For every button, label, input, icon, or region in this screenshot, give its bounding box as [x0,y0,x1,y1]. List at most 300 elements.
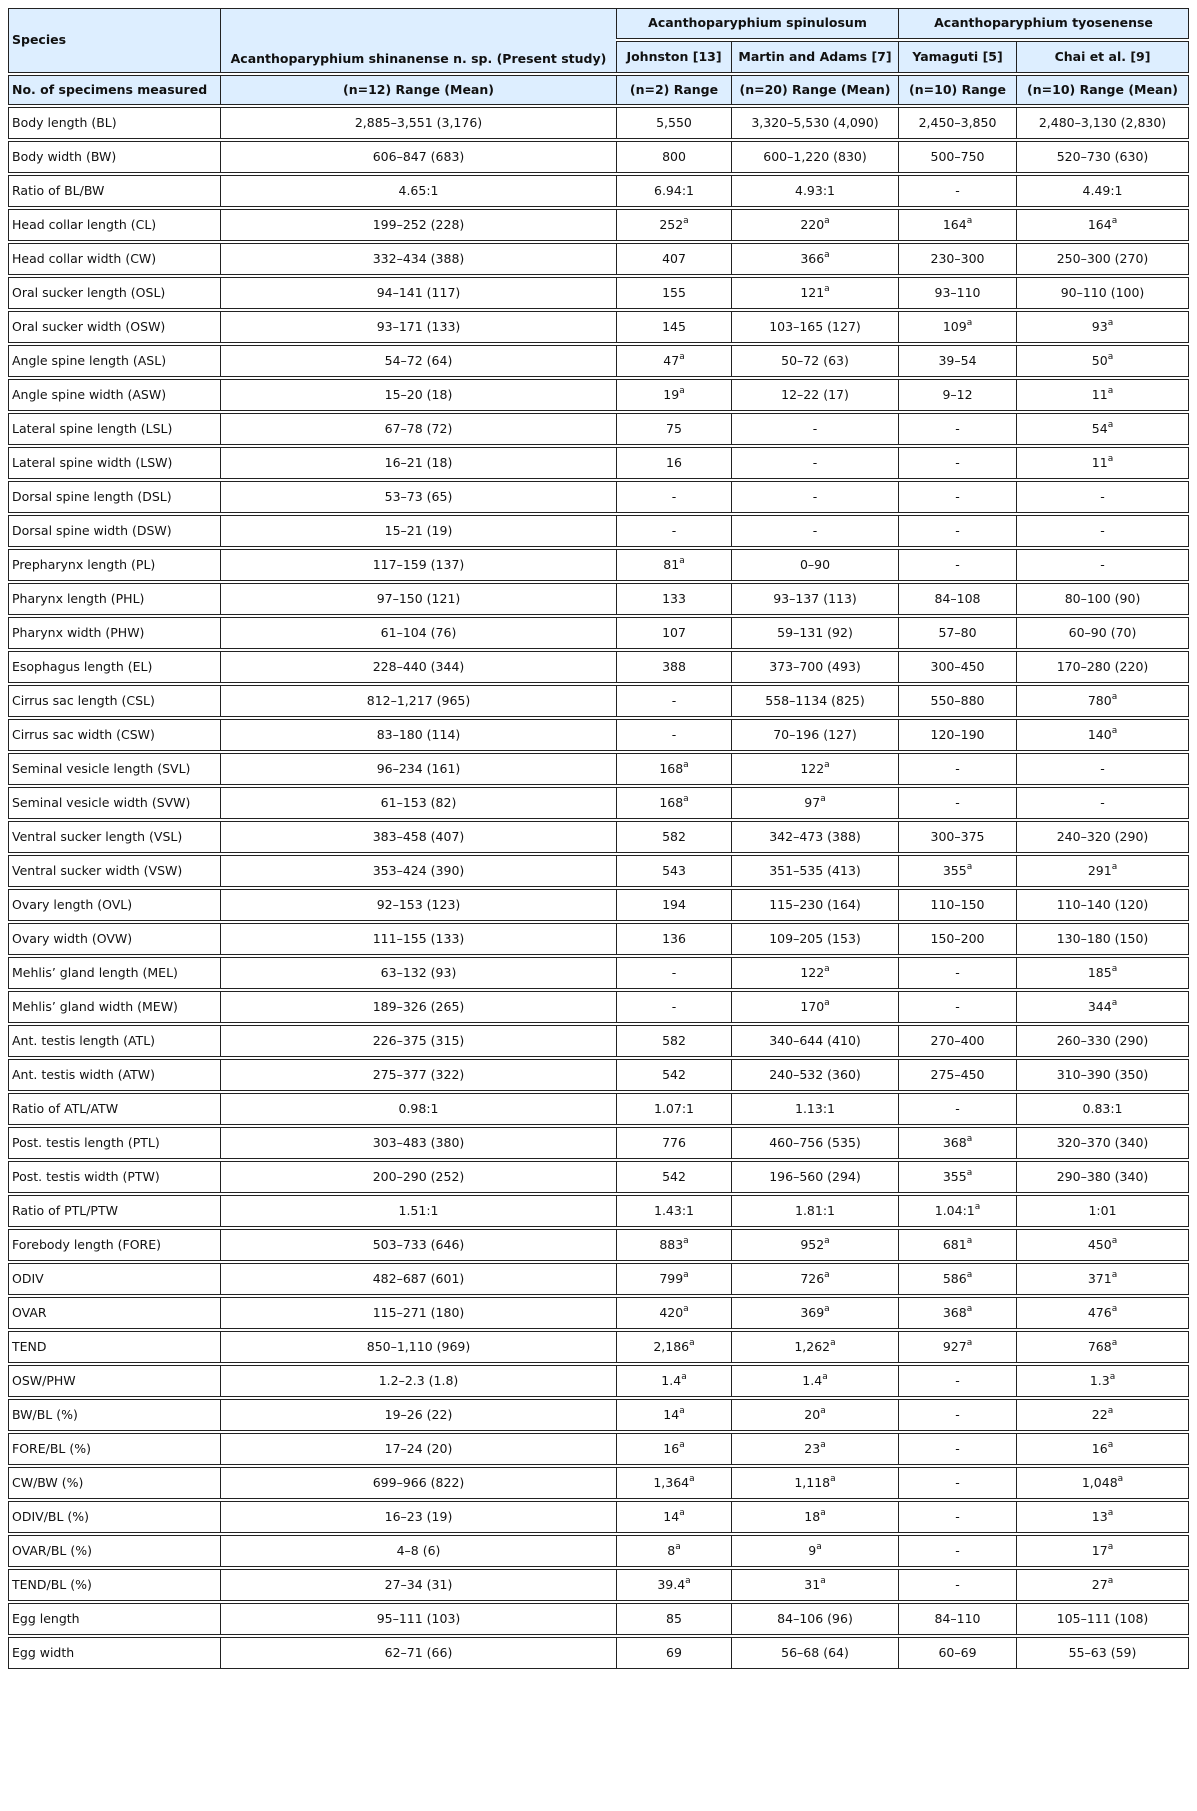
value-cell-martin-adams: 115–230 (164) [732,888,899,922]
parameter-label: Lateral spine width (LSW) [9,446,221,480]
parameter-label: Body width (BW) [9,140,221,174]
value-cell-present-study: 699–966 (822) [221,1466,617,1500]
value-cell-yamaguti: - [899,1092,1017,1126]
parameter-label: TEND/BL (%) [9,1568,221,1602]
value-cell-present-study: 63–132 (93) [221,956,617,990]
value-cell-johnston: 543 [617,854,732,888]
present-study-header: Acanthoparyphium shinanense n. sp. (Present study) [221,9,617,75]
value-cell-johnston: 136 [617,922,732,956]
value-cell-johnston: 582 [617,1024,732,1058]
value-cell-johnston: 168$^a$ [617,752,732,786]
value-cell-present-study: 117–159 (137) [221,548,617,582]
value-cell-present-study: 54–72 (64) [221,344,617,378]
source-header-yamaguti: Yamaguti [5] [899,40,1017,74]
value-cell-chai: 520–730 (630) [1017,140,1189,174]
value-cell-chai: 1:01 [1017,1194,1189,1228]
value-cell-yamaguti: - [899,412,1017,446]
specimen-count-label: No. of specimens measured [9,74,221,106]
value-cell-present-study: 199–252 (228) [221,208,617,242]
value-cell-present-study: 67–78 (72) [221,412,617,446]
value-cell-chai: 0.83:1 [1017,1092,1189,1126]
measurement-table-container [8,8,1188,1669]
parameter-label: Ant. testis width (ATW) [9,1058,221,1092]
value-cell-chai: 105–111 (108) [1017,1602,1189,1636]
footnote-mark: a [1111,725,1118,736]
parameter-label: Ventral sucker length (VSL) [9,820,221,854]
value-cell-martin-adams: 240–532 (360) [732,1058,899,1092]
parameter-label: OVAR [9,1296,221,1330]
value-cell-chai: 768$^a$ [1017,1330,1189,1364]
footnote-mark: a [679,1507,685,1518]
value-cell-johnston: - [617,684,732,718]
footnote-mark: a [679,351,685,362]
footnote-mark: a [679,385,685,396]
footnote-mark: a [1107,351,1114,362]
specimen-count-johnston: (n=2) Range [617,74,732,106]
parameter-label: Forebody length (FORE) [9,1228,221,1262]
footnote-mark: a [820,793,826,804]
value-cell-present-study: 83–180 (114) [221,718,617,752]
species-header: Species [9,9,221,75]
value-cell-chai: 11$^a$ [1017,446,1189,480]
footnote-mark: a [820,1439,826,1450]
value-cell-yamaguti: 57–80 [899,616,1017,650]
table-row [9,480,1189,514]
value-cell-yamaguti: - [899,956,1017,990]
value-cell-martin-adams: 558–1134 (825) [732,684,899,718]
value-cell-yamaguti: 500–750 [899,140,1017,174]
value-cell-present-study: 2,885–3,551 (3,176) [221,106,617,140]
value-cell-chai: 240–320 (290) [1017,820,1189,854]
value-cell-present-study: 228–440 (344) [221,650,617,684]
parameter-label: Cirrus sac length (CSL) [9,684,221,718]
value-cell-johnston: 388 [617,650,732,684]
value-cell-chai: 371$^a$ [1017,1262,1189,1296]
value-cell-yamaguti: - [899,1364,1017,1398]
value-cell-yamaguti: 550–880 [899,684,1017,718]
value-cell-martin-adams: 23$^a$ [732,1432,899,1466]
parameter-label: Head collar length (CL) [9,208,221,242]
value-cell-martin-adams: 373–700 (493) [732,650,899,684]
parameter-label: ODIV [9,1262,221,1296]
footnote-mark: a [1111,997,1118,1008]
value-cell-martin-adams: 31$^a$ [732,1568,899,1602]
value-cell-martin-adams: 59–131 (92) [732,616,899,650]
value-cell-present-study: 17–24 (20) [221,1432,617,1466]
table-row [9,1364,1189,1398]
table-row [9,820,1189,854]
value-cell-martin-adams: 351–535 (413) [732,854,899,888]
parameter-label: Seminal vesicle length (SVL) [9,752,221,786]
value-cell-johnston: 133 [617,582,732,616]
value-cell-yamaguti: - [899,1568,1017,1602]
value-cell-johnston: 145 [617,310,732,344]
parameter-label: Oral sucker length (OSL) [9,276,221,310]
parameter-label: Pharynx length (PHL) [9,582,221,616]
table-row [9,990,1189,1024]
parameter-label: Egg length [9,1602,221,1636]
value-cell-yamaguti: 355$^a$ [899,854,1017,888]
value-cell-present-study: 383–458 (407) [221,820,617,854]
footnote-mark: a [822,1371,828,1382]
value-cell-present-study: 95–111 (103) [221,1602,617,1636]
footnote-mark: a [1107,1575,1114,1586]
table-row [9,1058,1189,1092]
table-row [9,1024,1189,1058]
value-cell-martin-adams: 1,118$^a$ [732,1466,899,1500]
value-cell-yamaguti: 275–450 [899,1058,1017,1092]
value-cell-present-study: 115–271 (180) [221,1296,617,1330]
footnote-mark: a [820,1575,826,1586]
footnote-mark: a [683,759,689,770]
value-cell-present-study: 4.65:1 [221,174,617,208]
footnote-mark: a [1117,1473,1124,1484]
table-row [9,1636,1189,1669]
parameter-label: CW/BW (%) [9,1466,221,1500]
value-cell-johnston: - [617,956,732,990]
footnote-mark: a [1109,1371,1116,1382]
footnote-mark: a [1107,385,1114,396]
footnote-mark: a [1111,963,1118,974]
value-cell-present-study: 15–21 (19) [221,514,617,548]
parameter-label: Post. testis length (PTL) [9,1126,221,1160]
value-cell-present-study: 189–326 (265) [221,990,617,1024]
parameter-label: Ant. testis length (ATL) [9,1024,221,1058]
value-cell-johnston: 155 [617,276,732,310]
value-cell-yamaguti: - [899,1432,1017,1466]
parameter-label: Lateral spine length (LSL) [9,412,221,446]
value-cell-yamaguti: - [899,480,1017,514]
footnote-mark: a [681,1371,687,1382]
value-cell-chai: - [1017,752,1189,786]
value-cell-yamaguti: 270–400 [899,1024,1017,1058]
value-cell-chai: 164$^a$ [1017,208,1189,242]
table-row [9,684,1189,718]
parameter-label: OVAR/BL (%) [9,1534,221,1568]
value-cell-martin-adams: - [732,514,899,548]
footnote-mark: a [1107,419,1114,430]
table-row [9,276,1189,310]
footnote-mark: a [966,861,973,872]
value-cell-yamaguti: - [899,1398,1017,1432]
footnote-mark: a [689,1337,695,1348]
value-cell-yamaguti: 84–108 [899,582,1017,616]
parameter-label: Ratio of PTL/PTW [9,1194,221,1228]
value-cell-martin-adams: 1.81:1 [732,1194,899,1228]
value-cell-martin-adams: 122$^a$ [732,956,899,990]
parameter-label: ODIV/BL (%) [9,1500,221,1534]
value-cell-present-study: 850–1,110 (969) [221,1330,617,1364]
value-cell-martin-adams: 56–68 (64) [732,1636,899,1669]
specimen-count-yamaguti: (n=10) Range [899,74,1017,106]
value-cell-present-study: 27–34 (31) [221,1568,617,1602]
value-cell-chai: 11$^a$ [1017,378,1189,412]
value-cell-johnston: 6.94:1 [617,174,732,208]
footnote-mark: a [820,1405,826,1416]
value-cell-chai: 250–300 (270) [1017,242,1189,276]
value-cell-johnston: 252$^a$ [617,208,732,242]
value-cell-johnston: - [617,990,732,1024]
table-row [9,1466,1189,1500]
parameter-label: Ovary width (OVW) [9,922,221,956]
value-cell-johnston: 407 [617,242,732,276]
value-cell-martin-adams: 366$^a$ [732,242,899,276]
value-cell-martin-adams: 20$^a$ [732,1398,899,1432]
footnote-mark: a [1107,1507,1114,1518]
value-cell-present-study: 503–733 (646) [221,1228,617,1262]
value-cell-chai: 1,048$^a$ [1017,1466,1189,1500]
footnote-mark: a [1107,1541,1114,1552]
table-row [9,548,1189,582]
value-cell-present-study: 812–1,217 (965) [221,684,617,718]
table-row [9,752,1189,786]
value-cell-johnston: 16 [617,446,732,480]
value-cell-johnston: 420$^a$ [617,1296,732,1330]
footnote-mark: a [1111,861,1118,872]
footnote-mark: a [820,1507,826,1518]
table-row [9,242,1189,276]
value-cell-yamaguti: - [899,446,1017,480]
value-cell-martin-adams: - [732,412,899,446]
value-cell-johnston: 2,186$^a$ [617,1330,732,1364]
value-cell-chai: 22$^a$ [1017,1398,1189,1432]
footnote-mark: a [1111,215,1118,226]
footnote-mark: a [1107,1405,1114,1416]
value-cell-martin-adams: 9$^a$ [732,1534,899,1568]
value-cell-yamaguti: - [899,752,1017,786]
footnote-mark: a [966,1337,973,1348]
footnote-mark: a [1111,1269,1118,1280]
value-cell-present-study: 53–73 (65) [221,480,617,514]
parameter-label: Ovary length (OVL) [9,888,221,922]
table-row [9,514,1189,548]
value-cell-martin-adams: 12–22 (17) [732,378,899,412]
value-cell-present-study: 61–104 (76) [221,616,617,650]
value-cell-chai: 93$^a$ [1017,310,1189,344]
table-row [9,922,1189,956]
footnote-mark: a [1111,1235,1118,1246]
parameter-label: Seminal vesicle width (SVW) [9,786,221,820]
value-cell-johnston: 19$^a$ [617,378,732,412]
value-cell-yamaguti: 681$^a$ [899,1228,1017,1262]
parameter-label: Head collar width (CW) [9,242,221,276]
value-cell-johnston: 883$^a$ [617,1228,732,1262]
parameter-label: Dorsal spine length (DSL) [9,480,221,514]
value-cell-yamaguti: 368$^a$ [899,1126,1017,1160]
footnote-mark: a [689,1473,695,1484]
footnote-mark: a [966,1167,973,1178]
table-row [9,854,1189,888]
value-cell-johnston: 75 [617,412,732,446]
value-cell-martin-adams: 369$^a$ [732,1296,899,1330]
value-cell-martin-adams: 726$^a$ [732,1262,899,1296]
value-cell-yamaguti: 120–190 [899,718,1017,752]
footnote-mark: a [966,1133,973,1144]
source-header-chai: Chai et al. [9] [1017,40,1189,74]
value-cell-yamaguti: 84–110 [899,1602,1017,1636]
value-cell-chai: 90–110 (100) [1017,276,1189,310]
value-cell-johnston: - [617,480,732,514]
value-cell-chai: 60–90 (70) [1017,616,1189,650]
parameter-label: Dorsal spine width (DSW) [9,514,221,548]
value-cell-chai: 16$^a$ [1017,1432,1189,1466]
table-row [9,1296,1189,1330]
parameter-label: FORE/BL (%) [9,1432,221,1466]
value-cell-martin-adams: 70–196 (127) [732,718,899,752]
value-cell-johnston: - [617,718,732,752]
value-cell-chai: 310–390 (350) [1017,1058,1189,1092]
footnote-mark: a [816,1541,822,1552]
value-cell-chai: 55–63 (59) [1017,1636,1189,1669]
value-cell-present-study: 94–141 (117) [221,276,617,310]
value-cell-yamaguti: - [899,514,1017,548]
table-row [9,1602,1189,1636]
value-cell-yamaguti: 368$^a$ [899,1296,1017,1330]
value-cell-martin-adams: 97$^a$ [732,786,899,820]
footnote-mark: a [824,759,830,770]
footnote-mark: a [966,1235,973,1246]
footnote-mark: a [966,1269,973,1280]
value-cell-yamaguti: - [899,1466,1017,1500]
value-cell-johnston: 542 [617,1058,732,1092]
table-row [9,956,1189,990]
table-row [9,650,1189,684]
parameter-label: Prepharynx length (PL) [9,548,221,582]
footnote-mark: a [966,317,973,328]
value-cell-martin-adams: 109–205 (153) [732,922,899,956]
value-cell-yamaguti: 230–300 [899,242,1017,276]
value-cell-chai: 54$^a$ [1017,412,1189,446]
value-cell-martin-adams: 3,320–5,530 (4,090) [732,106,899,140]
value-cell-johnston: 39.4$^a$ [617,1568,732,1602]
table-row [9,378,1189,412]
value-cell-chai: 4.49:1 [1017,174,1189,208]
table-row [9,1160,1189,1194]
value-cell-johnston: 194 [617,888,732,922]
table-row [9,718,1189,752]
parameter-label: Pharynx width (PHW) [9,616,221,650]
value-cell-martin-adams: 4.93:1 [732,174,899,208]
value-cell-present-study: 0.98:1 [221,1092,617,1126]
table-row [9,888,1189,922]
value-cell-martin-adams: - [732,446,899,480]
table-row [9,1126,1189,1160]
value-cell-johnston: 799$^a$ [617,1262,732,1296]
value-cell-chai: - [1017,548,1189,582]
value-cell-chai: 450$^a$ [1017,1228,1189,1262]
value-cell-martin-adams: 122$^a$ [732,752,899,786]
value-cell-chai: 27$^a$ [1017,1568,1189,1602]
parameter-label: Post. testis width (PTW) [9,1160,221,1194]
footnote-mark: a [824,963,830,974]
table-row [9,446,1189,480]
footnote-mark: a [824,1269,830,1280]
value-cell-yamaguti: 355$^a$ [899,1160,1017,1194]
footnote-mark: a [1111,1303,1118,1314]
footnote-mark: a [824,1303,830,1314]
value-cell-chai: 476$^a$ [1017,1296,1189,1330]
footnote-mark: a [1107,453,1114,464]
value-cell-present-study: 1.51:1 [221,1194,617,1228]
value-cell-martin-adams: 50–72 (63) [732,344,899,378]
value-cell-johnston: 776 [617,1126,732,1160]
value-cell-present-study: 93–171 (133) [221,310,617,344]
value-cell-martin-adams: 196–560 (294) [732,1160,899,1194]
value-cell-present-study: 19–26 (22) [221,1398,617,1432]
footnote-mark: a [683,1235,689,1246]
footnote-mark: a [679,1405,685,1416]
parameter-label: Body length (BL) [9,106,221,140]
parameter-label: Ratio of ATL/ATW [9,1092,221,1126]
table-row [9,582,1189,616]
value-cell-johnston: 1.4$^a$ [617,1364,732,1398]
value-cell-yamaguti: - [899,548,1017,582]
value-cell-chai: 780$^a$ [1017,684,1189,718]
value-cell-present-study: 92–153 (123) [221,888,617,922]
header-row-groups [9,9,1189,41]
value-cell-johnston: 69 [617,1636,732,1669]
value-cell-martin-adams: 1,262$^a$ [732,1330,899,1364]
value-cell-present-study: 61–153 (82) [221,786,617,820]
footnote-mark: a [824,283,830,294]
value-cell-chai: 17$^a$ [1017,1534,1189,1568]
value-cell-martin-adams: 600–1,220 (830) [732,140,899,174]
value-cell-chai: 50$^a$ [1017,344,1189,378]
value-cell-johnston: 16$^a$ [617,1432,732,1466]
value-cell-johnston: 582 [617,820,732,854]
value-cell-present-study: 16–23 (19) [221,1500,617,1534]
footnote-mark: a [974,1201,981,1212]
value-cell-yamaguti: 150–200 [899,922,1017,956]
value-cell-johnston: 14$^a$ [617,1500,732,1534]
footnote-mark: a [824,215,830,226]
value-cell-yamaguti: - [899,1500,1017,1534]
value-cell-chai: 1.3$^a$ [1017,1364,1189,1398]
footnote-mark: a [675,1541,681,1552]
footnote-mark: a [683,215,689,226]
value-cell-present-study: 353–424 (390) [221,854,617,888]
value-cell-yamaguti: - [899,786,1017,820]
value-cell-chai: 13$^a$ [1017,1500,1189,1534]
value-cell-johnston: 5,550 [617,106,732,140]
value-cell-yamaguti: 39–54 [899,344,1017,378]
table-row [9,616,1189,650]
parameter-label: Egg width [9,1636,221,1669]
value-cell-johnston: 107 [617,616,732,650]
value-cell-yamaguti: 93–110 [899,276,1017,310]
value-cell-yamaguti: 110–150 [899,888,1017,922]
footnote-mark: a [830,1337,836,1348]
parameter-label: Ratio of BL/BW [9,174,221,208]
value-cell-yamaguti: 586$^a$ [899,1262,1017,1296]
footnote-mark: a [1111,1337,1118,1348]
value-cell-chai: - [1017,480,1189,514]
value-cell-chai: 130–180 (150) [1017,922,1189,956]
value-cell-chai: 320–370 (340) [1017,1126,1189,1160]
group-header-spinulosum: Acanthoparyphium spinulosum [617,9,899,41]
table-row [9,1568,1189,1602]
value-cell-martin-adams: 342–473 (388) [732,820,899,854]
value-cell-present-study: 275–377 (322) [221,1058,617,1092]
specimen-count-chai: (n=10) Range (Mean) [1017,74,1189,106]
specimen-count-present: (n=12) Range (Mean) [221,74,617,106]
parameter-label: Cirrus sac width (CSW) [9,718,221,752]
value-cell-johnston: 1.43:1 [617,1194,732,1228]
value-cell-yamaguti: 300–450 [899,650,1017,684]
value-cell-present-study: 16–21 (18) [221,446,617,480]
value-cell-present-study: 1.2–2.3 (1.8) [221,1364,617,1398]
value-cell-martin-adams: 220$^a$ [732,208,899,242]
